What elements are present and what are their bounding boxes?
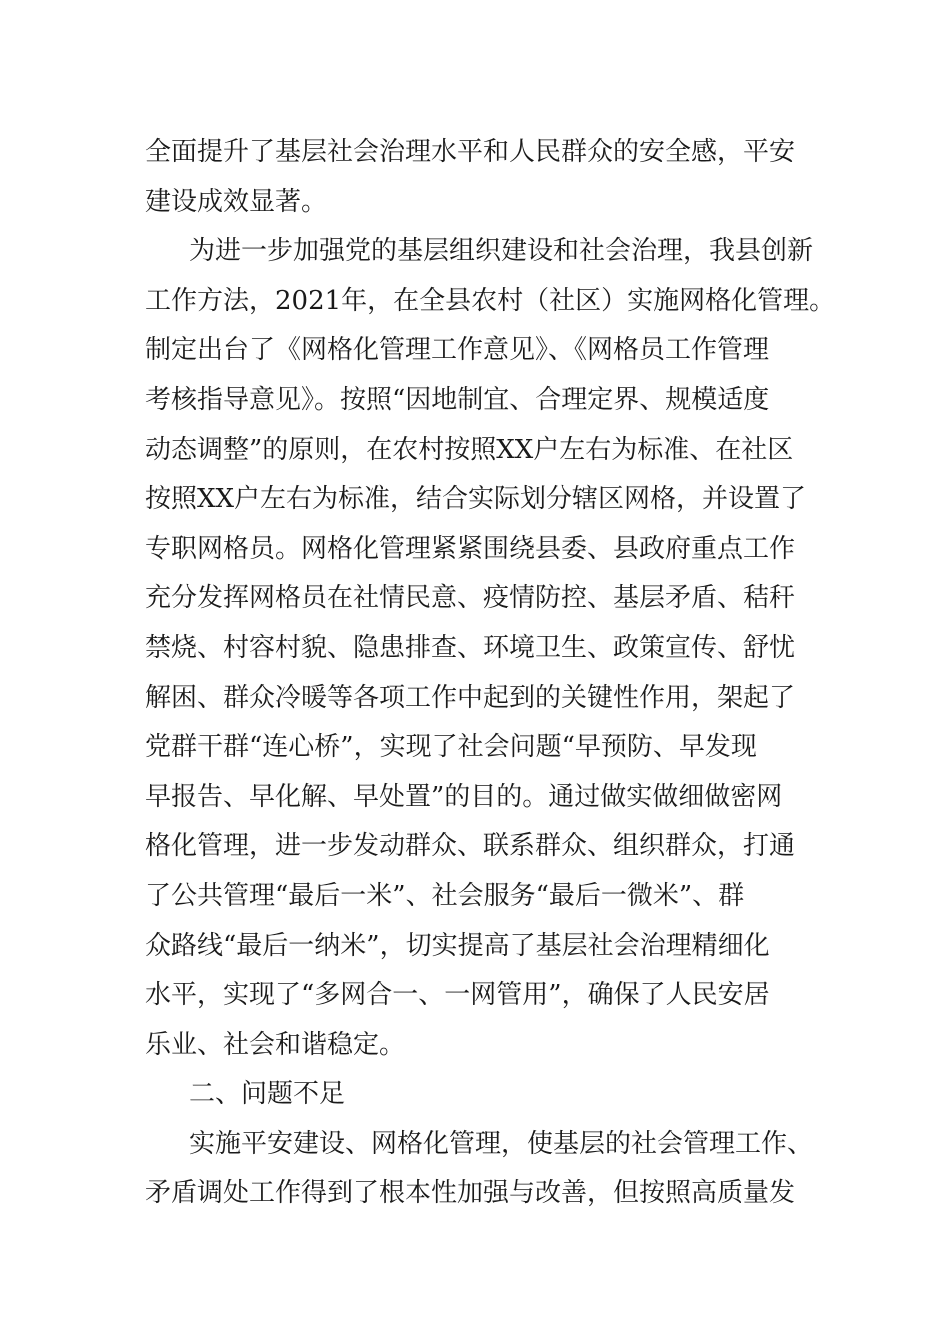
text-line: 乐业、社会和谐稳定。 [145, 1029, 406, 1060]
text-line: 按照XX户左右为标准，结合实际划分辖区网格，并设置了 [145, 484, 807, 515]
paragraph-start-line: 为进一步加强党的基层组织建设和社会治理，我县创新 [189, 236, 814, 267]
text-line: 考核指导意见》。按照“因地制宜、合理定界、规模适度 [145, 384, 770, 415]
text-line: 格化管理，进一步发动群众、联系群众、组织群众，打通 [145, 831, 796, 862]
text-line: 全面提升了基层社会治理水平和人民群众的安全感，平安 [145, 137, 796, 167]
text-line: 了公共管理“最后一米”、社会服务“最后一微米”、群 [145, 880, 745, 911]
text-line: 充分发挥网格员在社情民意、疫情防控、基层矛盾、秸秆 [145, 583, 796, 614]
text-line: 矛盾调处工作得到了根本性加强与改善，但按照高质量发 [145, 1178, 796, 1209]
text-line: 水平，实现了“多网合一、一网管用”，确保了人民安居 [145, 980, 770, 1011]
body-text [145, 128, 836, 1219]
text-line: 早报告、早化解、早处置”的目的。通过做实做细做密网 [145, 781, 783, 812]
text-line: 党群干群“连心桥”，实现了社会问题“早预防、早发现 [145, 732, 757, 763]
text-line: 众路线“最后一纳米”，切实提高了基层社会治理精细化 [145, 930, 770, 961]
text-line: 动态调整”的原则，在农村按照XX户左右为标准、在社区 [145, 434, 794, 465]
paragraph-start-line: 实施平安建设、网格化管理，使基层的社会管理工作、 [189, 1128, 814, 1159]
section-heading: 二、问题不足 [189, 1079, 346, 1110]
text-line: 制定出台了《网格化管理工作意见》、《网格员工作管理 [145, 335, 770, 366]
text-line: 工作方法，2021年，在全县农村（社区）实施网格化管理。 [145, 285, 836, 316]
text-line: 禁烧、村容村貌、隐患排查、环境卫生、政策宣传、舒忧 [145, 632, 796, 663]
text-line: 建设成效显著。 [145, 186, 328, 217]
text-line: 专职网格员。网格化管理紧紧围绕县委、县政府重点工作 [145, 533, 796, 564]
text-line: 解困、群众冷暖等各项工作中起到的关键性作用，架起了 [145, 682, 796, 713]
